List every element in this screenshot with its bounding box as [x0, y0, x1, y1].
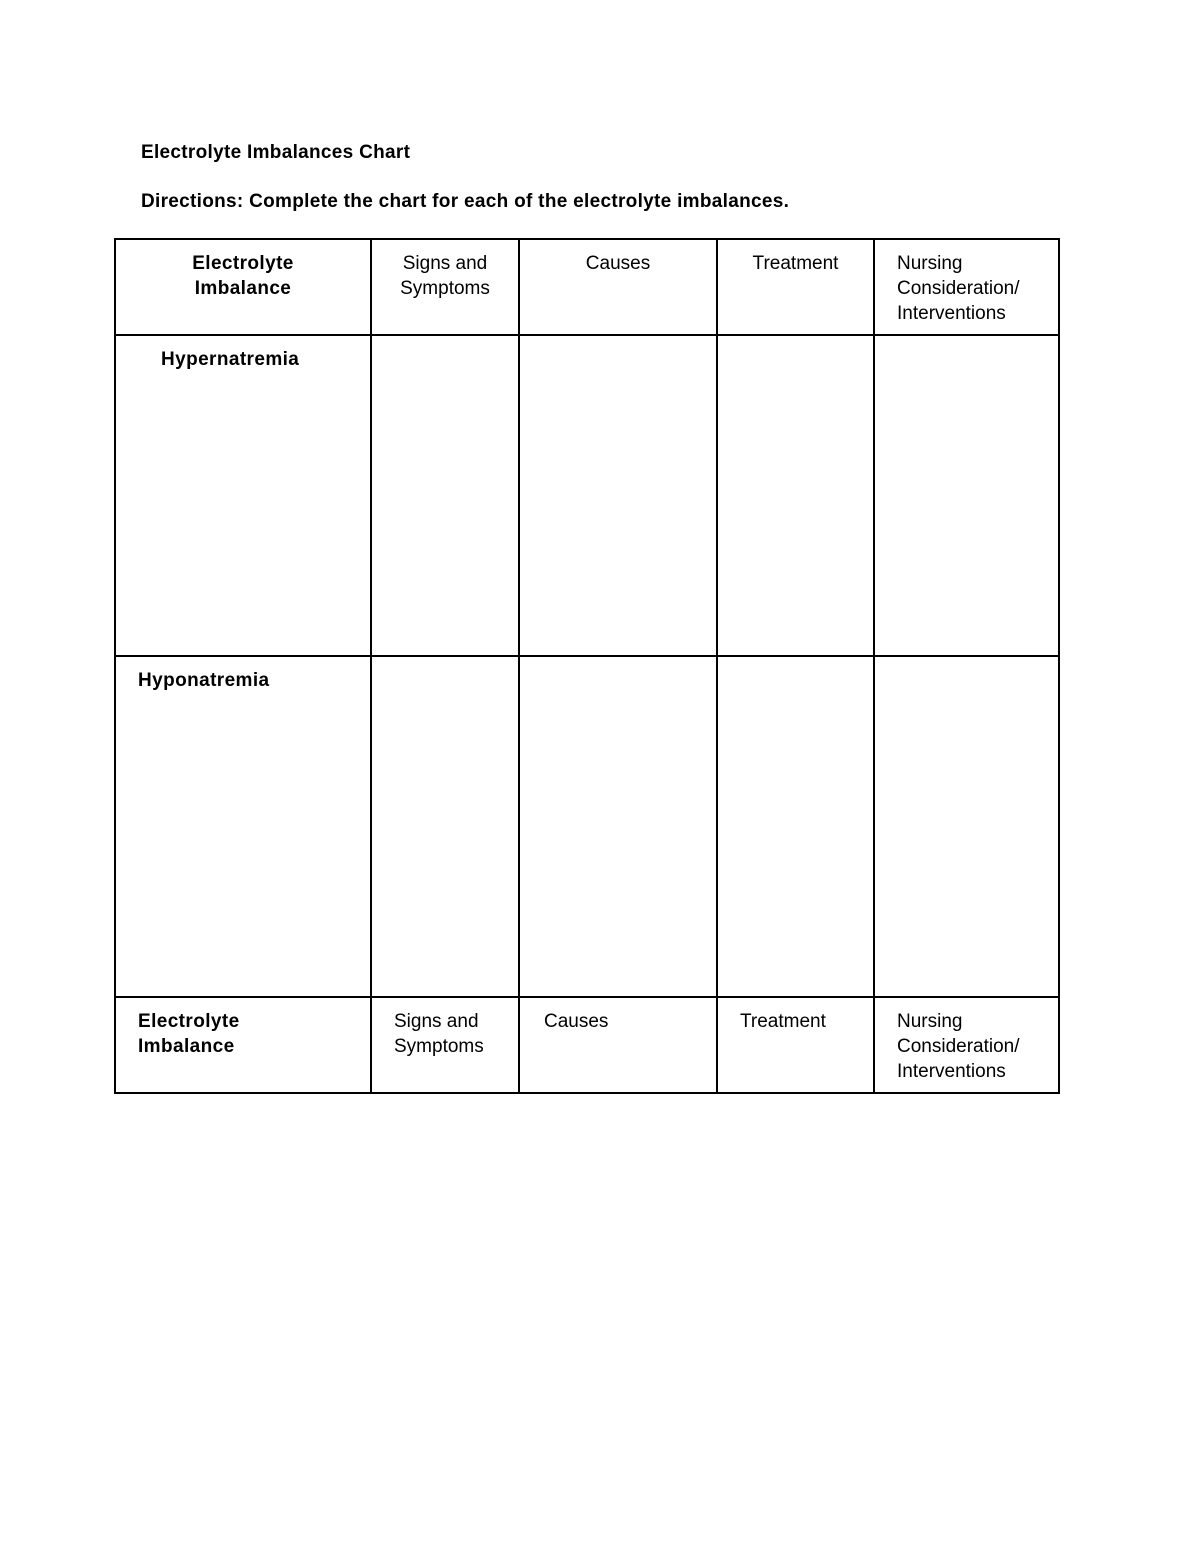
table-header-row: [115, 239, 1059, 335]
footer-causes-label: Causes: [544, 1011, 609, 1032]
signs-cell[interactable]: [371, 335, 519, 656]
row-name-cell: [115, 335, 371, 656]
treatment-cell[interactable]: [717, 656, 874, 997]
table-row: [115, 335, 1059, 656]
header-electrolyte-label: Electrolyte Imbalance: [192, 253, 294, 299]
directions-text: Directions: Complete the chart for each of the electrolyte imbalances.: [141, 191, 790, 212]
header-nursing-label: Nursing Consideration/ Interventions: [897, 253, 1020, 324]
header-cell-causes: [519, 239, 717, 335]
footer-cell-electrolyte: [115, 997, 371, 1093]
footer-cell-treatment: [717, 997, 874, 1093]
table-footer-row: [115, 997, 1059, 1093]
header-cell-electrolyte: [115, 239, 371, 335]
signs-cell[interactable]: [371, 656, 519, 997]
header-signs-label: Signs and Symptoms: [400, 253, 490, 299]
footer-nursing-label: Nursing Consideration/ Interventions: [897, 1011, 1020, 1082]
header-causes-label: Causes: [585, 253, 651, 274]
nursing-cell[interactable]: [874, 656, 1059, 997]
footer-treatment-label: Treatment: [740, 1011, 826, 1032]
header-treatment-label: Treatment: [752, 253, 839, 274]
treatment-cell[interactable]: [717, 335, 874, 656]
footer-cell-causes: [519, 997, 717, 1093]
causes-cell[interactable]: [519, 335, 717, 656]
electrolyte-chart-table: [114, 238, 1060, 1094]
row-name-label: Hyponatremia: [138, 670, 270, 691]
footer-electrolyte-label: Electrolyte Imbalance: [138, 1011, 240, 1057]
nursing-cell[interactable]: [874, 335, 1059, 656]
causes-cell[interactable]: [519, 656, 717, 997]
header-cell-treatment: [717, 239, 874, 335]
page-title: Electrolyte Imbalances Chart: [141, 142, 411, 163]
footer-cell-nursing: [874, 997, 1059, 1093]
row-name-label: Hypernatremia: [161, 349, 300, 370]
row-name-cell: [115, 656, 371, 997]
table-row: [115, 656, 1059, 997]
header-cell-signs: [371, 239, 519, 335]
header-cell-nursing: [874, 239, 1059, 335]
footer-cell-signs: [371, 997, 519, 1093]
footer-signs-label: Signs and Symptoms: [394, 1011, 484, 1057]
